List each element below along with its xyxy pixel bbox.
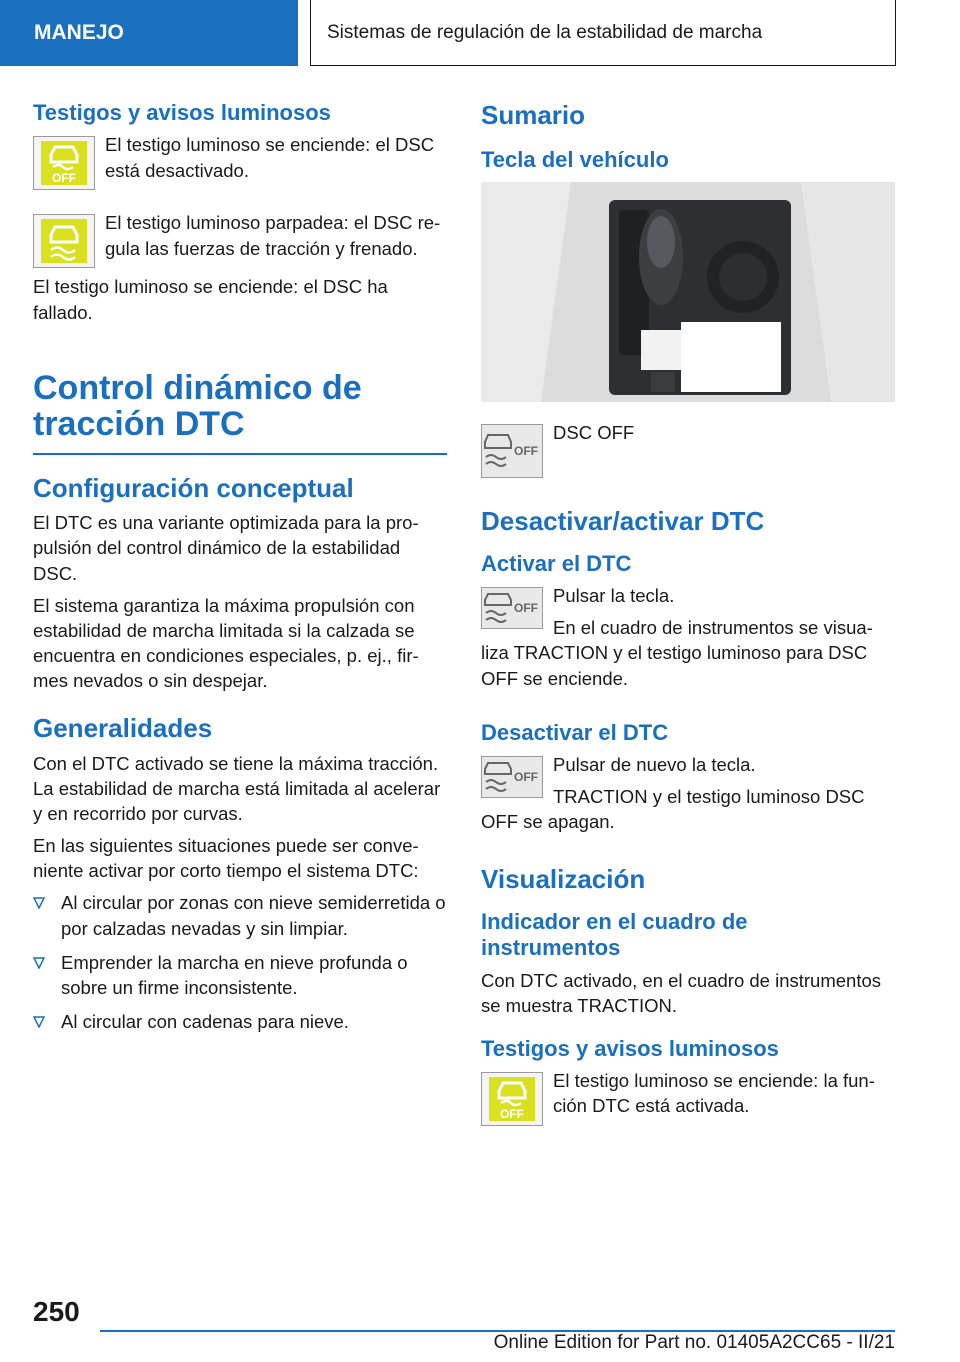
edition-note: Online Edition for Part no. 01405A2CC65 - II/21 xyxy=(493,1332,895,1353)
deactivate-heading: Desactivar el DTC xyxy=(481,719,669,745)
section-label: MANEJO xyxy=(34,21,124,44)
toggle-dtc-heading: Desactivar/activar DTC xyxy=(481,505,765,536)
activate-step-1: Pulsar la tecla. xyxy=(553,585,675,607)
warning-lights-heading-right: Testigos y avisos luminosos xyxy=(481,1035,779,1061)
dtc-active-yellow-icon xyxy=(481,1072,543,1126)
deactivate-step-2: TRACTION y el testigo luminoso DSC OFF se apagan. xyxy=(481,786,865,833)
bullet-triangle-icon xyxy=(33,1016,45,1028)
deactivate-step-1: Pulsar de nuevo la tecla. xyxy=(553,754,756,776)
section-tab xyxy=(0,0,298,66)
concept-paragraph-1: El DTC es una variante optimizada para la pro-pulsión del control dinámico de la estabilidad DSC. xyxy=(33,512,419,584)
dsc-off-grey-icon xyxy=(481,587,543,629)
indicator-heading: Indicador en el cuadro de instrumentos xyxy=(481,908,748,961)
key-heading: Tecla del vehículo xyxy=(481,147,669,173)
off-icon-text: OFF xyxy=(52,171,76,186)
title-rule xyxy=(33,453,447,455)
indicator-paragraph: Con DTC activado, en el cuadro de instrumentos se muestra TRACTION. xyxy=(481,969,882,1016)
off-icon-text: OFF xyxy=(514,443,538,458)
dsc-regulating-yellow-icon xyxy=(33,214,95,268)
dsc-off-yellow-icon xyxy=(33,136,95,190)
dsc-off-key-row xyxy=(481,420,895,484)
general-paragraph-2: En las siguientes situaciones puede ser conve-niente activar por corto tiempo el sistema DTC: xyxy=(33,835,419,882)
deactivate-row xyxy=(481,752,895,841)
general-heading: Generalidades xyxy=(33,713,213,744)
warning-lights-heading: Testigos y avisos luminosos xyxy=(33,100,331,125)
list-item: Emprender la marcha en nieve profunda o sobre un firme inconsistente. xyxy=(33,950,447,1000)
general-paragraph-1: Con el DTC activado se tiene la máxima tracción. La estabilidad de marcha está limitada al acelerar y en recorrido por curvas. xyxy=(33,752,441,824)
warning-text-1: El testigo luminoso se enciende: el DSC está desactivado. xyxy=(105,134,435,181)
off-icon-text: OFF xyxy=(514,601,538,616)
warning-row-dsc-regulating xyxy=(33,210,447,274)
display-heading: Visualización xyxy=(481,863,646,894)
list-item: Al circular por zonas con nieve semiderretida o por calzadas nevadas y sin limpiar. xyxy=(33,890,447,940)
right-column xyxy=(481,100,895,1132)
dtc-active-text: El testigo luminoso se enciende: la fun-ción DTC está activada. xyxy=(553,1070,875,1117)
bullet-triangle-icon xyxy=(33,897,45,909)
off-icon-text: OFF xyxy=(500,1107,524,1122)
situation-list xyxy=(33,890,447,1034)
activate-step-2: En el cuadro de instrumentos se visua-liza TRACTION y el testigo luminoso para DSC OFF se enciende. xyxy=(481,617,873,689)
dsc-off-grey-icon xyxy=(481,756,543,798)
dsc-off-label: DSC OFF xyxy=(553,421,635,443)
center-console-photo xyxy=(481,182,895,402)
chapter-title: Sistemas de regulación de la estabilidad de marcha xyxy=(327,21,763,43)
list-item: Al circular con cadenas para nieve. xyxy=(33,1009,447,1034)
chapter-header xyxy=(310,0,896,66)
activate-row xyxy=(481,583,895,698)
warning-text-3: El testigo luminoso se enciende: el DSC ha fallado. xyxy=(33,276,388,323)
dtc-title: Control dinámico de tracción DTC xyxy=(33,368,362,444)
warning-text-2: El testigo luminoso parpadea: el DSC re-gula las fuerzas de tracción y frenado. xyxy=(105,212,441,259)
summary-heading: Sumario xyxy=(481,100,586,130)
bullet-triangle-icon xyxy=(33,957,45,969)
activate-heading: Activar el DTC xyxy=(481,550,632,576)
warning-row-dsc-off xyxy=(33,132,447,196)
off-icon-text: OFF xyxy=(514,770,538,785)
concept-paragraph-2: El sistema garantiza la máxima propulsión con estabilidad de marcha limitada si la calzada se encuentra en condiciones especiales, p. ej., fir-mes nevados o sin despejar. xyxy=(33,594,419,692)
dtc-active-row xyxy=(481,1068,895,1132)
dsc-off-grey-icon xyxy=(481,424,543,478)
page-number: 250 xyxy=(33,1296,80,1327)
left-column xyxy=(33,100,447,1043)
concept-heading: Configuración conceptual xyxy=(33,473,354,504)
